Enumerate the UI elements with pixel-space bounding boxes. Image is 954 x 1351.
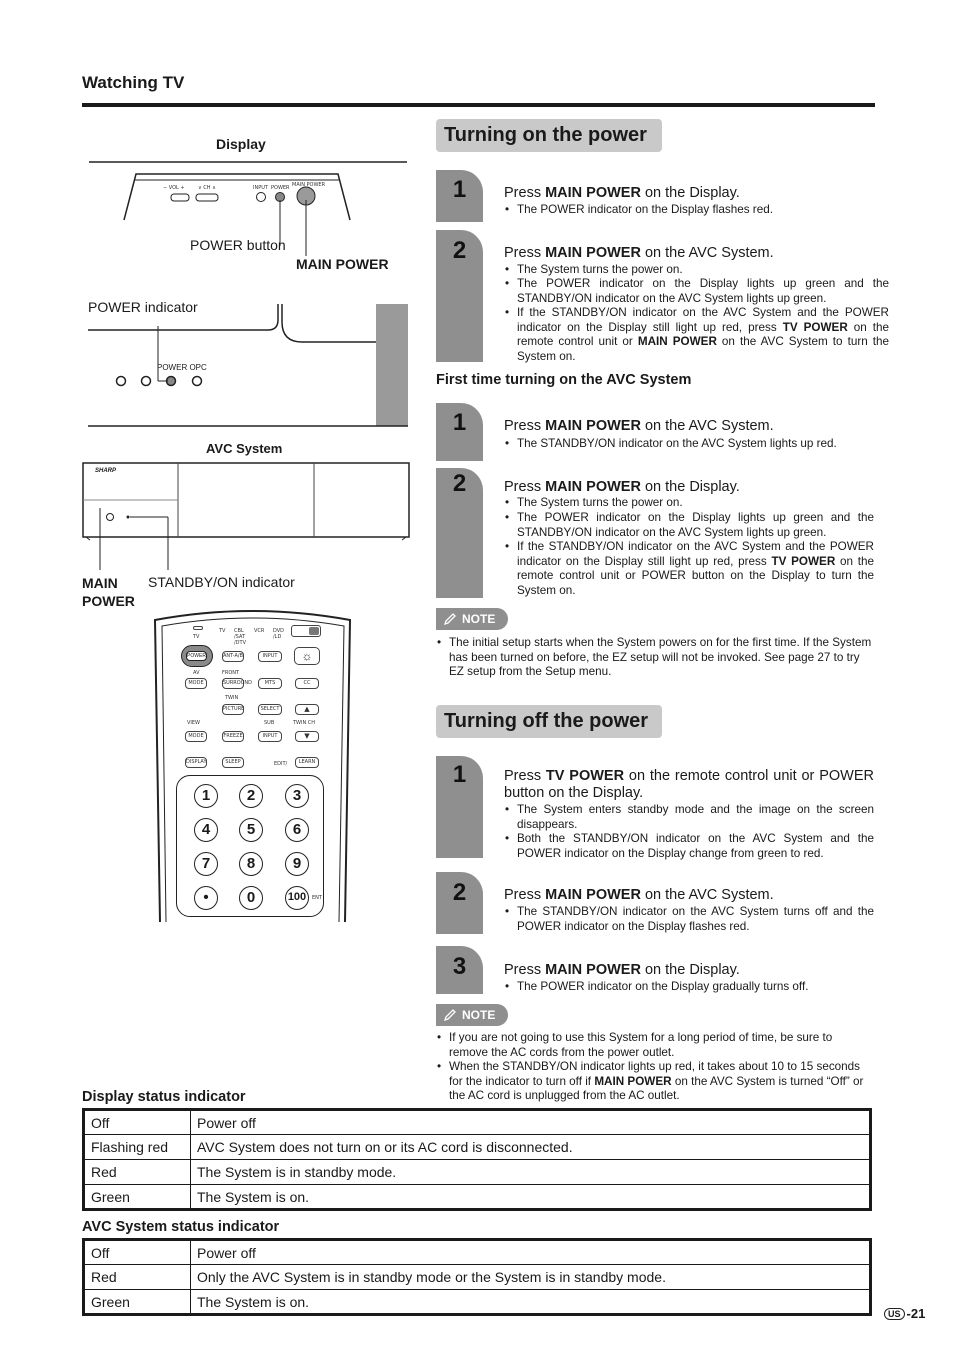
- power-indicator-label: POWER indicator: [88, 299, 198, 315]
- remote-sub-input-button[interactable]: INPUT: [258, 731, 282, 742]
- off-step-3-bullet: • The POWER indicator on the Display gradually turns off.: [504, 980, 874, 995]
- panel-vol-text: − VOL +: [163, 185, 185, 191]
- remote-display-button[interactable]: DISPLAY: [185, 757, 207, 768]
- remote-mts-button[interactable]: MTS: [258, 678, 282, 689]
- table-row: [84, 1110, 871, 1135]
- meaning-cell: AVC System does not turn on or its AC cord is disconnected.: [191, 1135, 871, 1160]
- first-time-heading: First time turning on the AVC System: [436, 372, 692, 388]
- status-cell: Red: [84, 1265, 191, 1290]
- remote-learn-button[interactable]: LEARN: [295, 757, 319, 768]
- panel-power-text: POWER: [271, 185, 290, 191]
- meaning-cell: Power off: [191, 1240, 871, 1265]
- remote-mode-switch[interactable]: [291, 625, 321, 637]
- power-opc-text: POWER OPC: [157, 363, 207, 372]
- first-step-2-bullet: • The System turns the power on.: [504, 496, 874, 511]
- table-row: [84, 1160, 871, 1185]
- remote-mode-vcr: VCR: [254, 628, 265, 634]
- remote-digit-9[interactable]: 9: [285, 852, 309, 876]
- table-row: [84, 1290, 871, 1315]
- remote-power-button[interactable]: [181, 645, 213, 667]
- power-button-label: POWER button: [190, 237, 286, 253]
- panel-input-text: INPUT: [253, 185, 268, 191]
- off-step-3-number: 3: [452, 953, 467, 980]
- first-step-2-bullet: • If the STANDBY/ON indicator on the AVC System and the POWER indicator on the Display still light up red, press TV POWER on the remote control unit or POWER button on the Display to turn the System on.: [504, 540, 874, 598]
- remote-sub-text: SUB: [264, 720, 275, 726]
- remote-twin-ch-down-button[interactable]: ▼: [295, 731, 319, 742]
- off-step-3-heading: Press MAIN POWER on the Display.: [504, 962, 740, 978]
- remote-twin-ch-text: TWIN CH: [293, 720, 316, 726]
- remote-front-text: FRONT: [222, 670, 240, 676]
- remote-digit-5[interactable]: 5: [239, 818, 263, 842]
- remote-ant-button[interactable]: ANT-A/B: [222, 651, 244, 662]
- note-text-3: • When the STANDBY/ON indicator lights up red, it takes about 10 to 15 seconds for the indicator to turn off if MAIN POWER on the AVC System is turned “Off” or the AC cord is unplugged from the AC outlet.: [436, 1060, 873, 1104]
- remote-tv-indicator: [193, 626, 203, 630]
- off-step-1-number: 1: [452, 761, 467, 788]
- meaning-cell: The System is on.: [191, 1185, 871, 1210]
- panel-main-power-text: MAIN POWER: [292, 182, 326, 188]
- first-step-2-number: 2: [452, 470, 467, 497]
- avc-status-title: AVC System status indicator: [82, 1219, 280, 1235]
- header-rule: [82, 103, 875, 107]
- remote-view-mode-button[interactable]: MODE: [185, 731, 207, 742]
- on-step-1-number: 1: [452, 176, 467, 203]
- meaning-cell: Power off: [191, 1110, 871, 1135]
- off-step-1-heading: Press TV POWER on the remote control unit or POWER button on the Display.: [504, 768, 874, 801]
- remote-twin-ch-up-button[interactable]: ▲: [295, 704, 319, 715]
- avc-status-table: [82, 1238, 872, 1316]
- remote-av-mode-button[interactable]: MODE: [185, 678, 207, 689]
- avc-main-power-label: MAIN POWER: [82, 575, 135, 609]
- status-cell: Flashing red: [84, 1135, 191, 1160]
- status-cell: Red: [84, 1160, 191, 1185]
- status-cell: Off: [84, 1240, 191, 1265]
- panel-ch-text: ∨ CH ∧: [198, 185, 216, 191]
- remote-mode-cbl: CBL /SAT /DTV: [234, 628, 247, 646]
- on-step-2-heading: Press MAIN POWER on the AVC System.: [504, 245, 774, 261]
- table-row: [84, 1185, 871, 1210]
- meaning-cell: Only the AVC System is in standby mode or the System is in standby mode.: [191, 1265, 871, 1290]
- turning-off-title: Turning off the power: [436, 705, 662, 738]
- meaning-cell: The System is in standby mode.: [191, 1160, 871, 1185]
- off-step-1-bullet: • Both the STANDBY/ON indicator on the AVC System and the POWER indicator on the Display change from green to red.: [504, 832, 874, 861]
- section-title: Watching TV: [82, 73, 185, 92]
- meaning-cell: The System is on.: [191, 1290, 871, 1315]
- on-step-2-bullet: • The POWER indicator on the Display lights up green and the STANDBY/ON indicator on the AVC System lights up green.: [504, 277, 889, 306]
- remote-freeze-button[interactable]: FREEZE: [222, 731, 244, 742]
- note-label-2: NOTE: [462, 1008, 496, 1022]
- first-step-2-heading: Press MAIN POWER on the Display.: [504, 479, 740, 495]
- remote-cc-button[interactable]: CC: [295, 678, 319, 689]
- first-step-1-bullet: • The STANDBY/ON indicator on the AVC System lights up red.: [504, 437, 874, 452]
- remote-surround-button[interactable]: SURROUND: [222, 678, 244, 689]
- display-bezel-illustration: [86, 296, 410, 432]
- remote-picture-button[interactable]: PICTURE: [222, 704, 244, 715]
- remote-twin-text: TWIN: [225, 695, 239, 701]
- remote-edit-text: EDIT/: [274, 761, 288, 767]
- on-step-1-heading: Press MAIN POWER on the Display.: [504, 185, 740, 201]
- remote-power-label: POWER: [187, 653, 206, 659]
- first-step-2-bullet: • The POWER indicator on the Display lights up green and the STANDBY/ON indicator on the AVC System lights up green.: [504, 511, 874, 540]
- status-cell: Off: [84, 1110, 191, 1135]
- display-panel-illustration: [86, 158, 410, 228]
- remote-digit-0[interactable]: 0: [239, 886, 263, 910]
- off-step-2-bullet: • The STANDBY/ON indicator on the AVC System turns off and the POWER indicator on the Display flashes red.: [504, 905, 874, 934]
- pencil-icon: [443, 1008, 457, 1022]
- remote-digit-1[interactable]: 1: [194, 784, 218, 808]
- remote-mode-tv: TV: [219, 628, 226, 634]
- table-row: [84, 1265, 871, 1290]
- status-cell: Green: [84, 1290, 191, 1315]
- display-status-title: Display status indicator: [82, 1089, 246, 1105]
- remote-av-text: AV: [193, 670, 200, 676]
- remote-digit-7[interactable]: 7: [194, 852, 218, 876]
- remote-light-button[interactable]: ☼: [294, 647, 320, 665]
- first-step-1-number: 1: [452, 409, 467, 436]
- note-text-2: • If you are not going to use this System for a long period of time, be sure to remove the AC cords from the power outlet.: [436, 1031, 873, 1060]
- pencil-icon: [443, 612, 457, 626]
- note-badge-1: [436, 608, 508, 630]
- remote-100-button[interactable]: 100: [285, 886, 309, 910]
- status-cell: Green: [84, 1185, 191, 1210]
- remote-view-text: VIEW: [187, 720, 200, 726]
- avc-system-label: AVC System: [206, 441, 283, 456]
- off-step-2-heading: Press MAIN POWER on the AVC System.: [504, 887, 774, 903]
- remote-mode-dvd: DVD /LD: [273, 628, 285, 640]
- remote-select-button[interactable]: SELECT: [258, 704, 282, 715]
- remote-ent-text: ENT: [312, 895, 322, 901]
- page-number-text: -21: [906, 1306, 926, 1321]
- avc-brand-logo: SHARP: [95, 468, 117, 474]
- remote-input-button[interactable]: INPUT: [258, 651, 282, 662]
- remote-digit-4[interactable]: 4: [194, 818, 218, 842]
- region-badge: US: [884, 1308, 905, 1320]
- first-step-1-heading: Press MAIN POWER on the AVC System.: [504, 418, 774, 434]
- note-label-1: NOTE: [462, 612, 496, 626]
- off-step-2-number: 2: [452, 879, 467, 906]
- page-number: [884, 1306, 925, 1321]
- on-step-2-bullet: • The System turns the power on.: [504, 263, 889, 278]
- remote-digit-6[interactable]: 6: [285, 818, 309, 842]
- display-status-table: [82, 1108, 872, 1211]
- display-label: Display: [216, 136, 266, 152]
- off-step-1-bullet: • The System enters standby mode and the image on the screen disappears.: [504, 803, 874, 832]
- remote-digit-2[interactable]: 2: [239, 784, 263, 808]
- remote-sleep-button[interactable]: SLEEP: [222, 757, 244, 768]
- note-text-1: • The initial setup starts when the System powers on for the first time. If the System has been turned on before, the EZ setup will not be invoked. See page 27 to try EZ setup from the Setup menu.: [436, 636, 873, 680]
- turning-on-title: Turning on the power: [436, 119, 662, 152]
- avc-system-illustration: [80, 460, 412, 580]
- table-row: [84, 1135, 871, 1160]
- on-step-2-number: 2: [452, 237, 467, 264]
- on-step-2-bullet: • If the STANDBY/ON indicator on the AVC System and the POWER indicator on the Display still light up red, press TV POWER on the remote control unit or MAIN POWER on the AVC System to turn the System on.: [504, 306, 889, 364]
- on-step-1-bullet: • The POWER indicator on the Display flashes red.: [504, 203, 889, 218]
- remote-digit-3[interactable]: 3: [285, 784, 309, 808]
- table-row: [84, 1240, 871, 1265]
- remote-tv-text: TV: [193, 634, 200, 640]
- main-power-label: MAIN POWER: [296, 256, 389, 272]
- remote-dot-button[interactable]: •: [194, 886, 218, 910]
- remote-digit-8[interactable]: 8: [239, 852, 263, 876]
- note-badge-2: [436, 1004, 508, 1026]
- standby-indicator-label: STANDBY/ON indicator: [148, 574, 295, 590]
